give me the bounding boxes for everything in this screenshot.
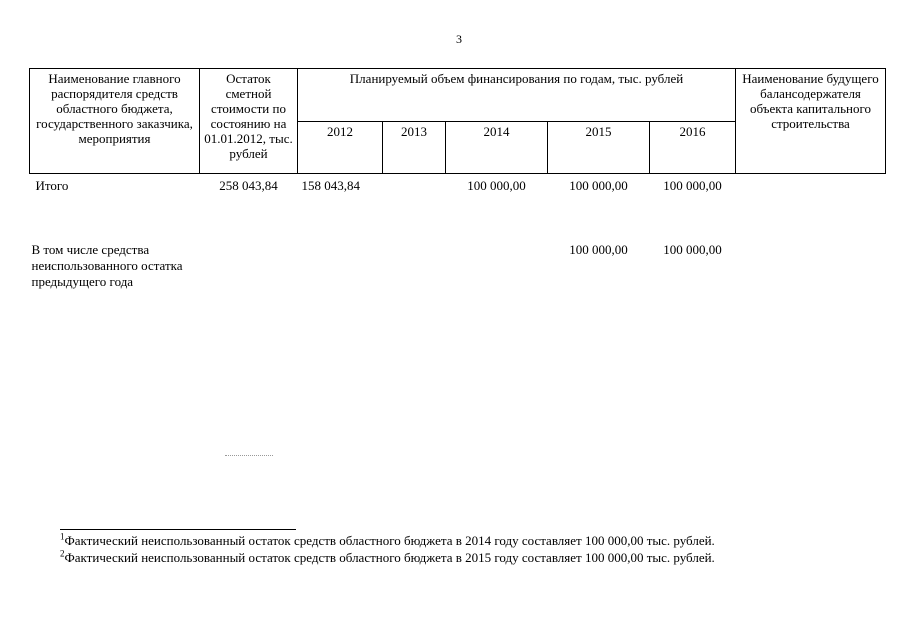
footnote-mark: 2 (60, 548, 65, 559)
table-header-row (30, 69, 886, 122)
cell-2015: 100 000,00 (569, 178, 628, 193)
header-year-2015: 2015 (548, 121, 650, 174)
cell-2012: 158 043,84 (301, 178, 360, 193)
cell-2014 (446, 242, 548, 290)
cell-remainder: 258 043,84 (219, 178, 278, 193)
page-number: 3 (456, 32, 462, 46)
header-planned-financing: Планируемый объем финансирования по годам, тыс. рублей (298, 69, 736, 122)
cell-holder (736, 174, 886, 243)
header-remainder: Остаток сметной стоимости по состоянию на 01.01.2012, тыс. рублей (200, 69, 298, 174)
cell-2016: 100 000,00 (663, 242, 722, 257)
cell-2013 (383, 242, 446, 290)
cell-2012 (298, 242, 383, 290)
cell-holder (736, 242, 886, 290)
table-row-total (30, 174, 886, 243)
cell-2015: 100 000,00 (569, 242, 628, 257)
cell-2014: 100 000,00 (467, 178, 526, 193)
footnote-text: Фактический неиспользованный остаток средств областного бюджета в 2015 году составляет 100 000,00 тыс. рублей. (64, 550, 715, 565)
header-manager: Наименование главного распорядителя средств областного бюджета, государственного заказчика, мероприятия (30, 69, 200, 174)
footnote-2 (60, 550, 715, 566)
table-row-unused-remainder (30, 242, 886, 290)
cell-2016: 100 000,00 (663, 178, 722, 193)
scan-artifact (225, 455, 273, 456)
cell-2013 (383, 174, 446, 243)
header-year-2012: 2012 (298, 121, 383, 174)
header-year-2014: 2014 (446, 121, 548, 174)
header-year-2013: 2013 (383, 121, 446, 174)
financing-table (29, 68, 886, 290)
header-year-2016: 2016 (650, 121, 736, 174)
footnote-text: Фактический неиспользованный остаток средств областного бюджета в 2014 году составляет 100 000,00 тыс. рублей. (64, 533, 715, 548)
cell-remainder (200, 242, 298, 290)
footnote-mark: 1 (60, 531, 65, 542)
row-label-total: Итого (35, 178, 69, 193)
footnote-separator (60, 529, 296, 530)
row-label-unused: В том числе средства неиспользованного остатка предыдущего года (31, 242, 183, 289)
footnote-1 (60, 533, 715, 549)
header-balance-holder: Наименование будущего балансодержателя объекта капитального строительства (736, 69, 886, 174)
